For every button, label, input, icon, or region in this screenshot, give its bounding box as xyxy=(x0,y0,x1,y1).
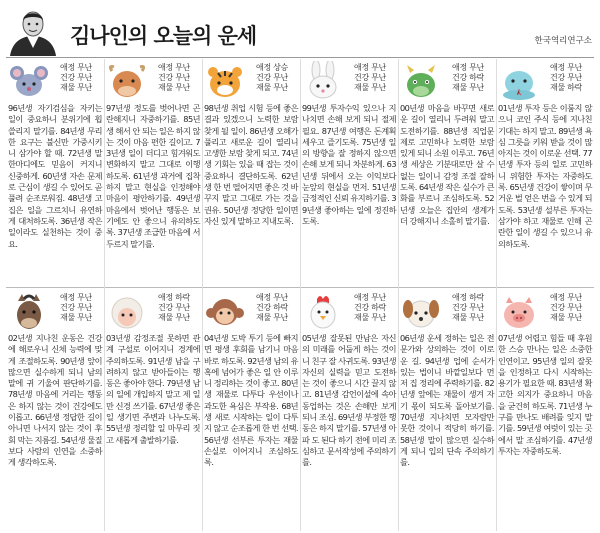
fortune-tags xyxy=(50,293,102,323)
fortune-cell xyxy=(104,289,202,531)
fortune-tag: 건강 무난 xyxy=(354,73,386,82)
fortune-text: 98년생 취업 시험 등에 좋은 결과 있겠으니 노력한 보람 찾게 될 일이. 86년생 오해가 풀리고 새로운 길이 열리니 고생한 보람 찾게 되고. 74년생 기회는 있을 때 잡는 것이 중요하니 결단하도록. 62년생 한 번 떨어지면 좋은 것 바꾸지 말고 그대로 가는 것을 권유. 50년생 정당한 일이면 자신 있게 말하고 지내도록. xyxy=(204,103,298,226)
fortune-text: 01년생 투자 등은 이룸지 않으니 코인 주식 등에 지나친 기대는 하지 말고. 89년생 욕심 그릇을 키워 받을 것이 많아지는 것이 이로운 선택. 77년생 투자 등의 일로 고민하니 위험한 투자는 자중하도록. 65년생 건강이 쌓이며 무거운 벌 얻은 번을 수 있게 되도록. 53년생 설부른 투자는 삼가야 하고 재물로 인해 곤란한 일이 생길 수 있으니 유의하도록. xyxy=(498,103,592,249)
fortune-tag: 애정 무난 xyxy=(354,63,386,72)
fortune-grid xyxy=(6,59,594,531)
fortune-tag: 애정 하락 xyxy=(158,293,190,302)
fortune-tags xyxy=(540,63,592,93)
fortune-tag: 재물 무난 xyxy=(158,83,190,92)
fortune-text: 05년생 잘못된 만남은 자신의 미래를 어둡게 하는 것이니 친구 잘 사귀도록. 93년생 자신의 실력을 믿고 도전하는 것이 좋으니 시간 끌지 않고. 81년생 감언이설에 속아 동업하는 것은 손해만 보게 되니 조심. 69년생 부정한 행동은 하지 말기를. 57년생 아파 도 된다 하기 전에 미리 조심하고 문서작성에 주의하기를. xyxy=(302,333,396,468)
header xyxy=(0,0,600,58)
fortune-tag: 애정 무난 xyxy=(354,293,386,302)
rat-icon xyxy=(8,61,50,101)
rabbit-icon xyxy=(302,61,344,101)
fortune-tag: 애정 무난 xyxy=(452,63,484,72)
page-title: 김나인의 오늘의 운세 xyxy=(70,24,257,48)
fortune-tag: 재물 하락 xyxy=(550,83,582,92)
fortune-tags xyxy=(442,293,494,323)
fortune-text: 07년생 어렵고 힘들 때 후원한 스승 만나는 일은 소중한 인연이고. 95년생 일의 잘못을 인정하고 다시 시작하는 용기가 필요한 때. 83년생 확고한 의지가 중요하니 마음을 굳건히 하도록. 71년생 누구를 만나도 배려를 잊지 말기를. 59년생 여럿이 있는 곳에서 말 조심하기를. 47년생 투자는 자중하도록. xyxy=(498,333,592,456)
fortune-tag: 애정 무난 xyxy=(158,63,190,72)
fortune-tag: 재물 무난 xyxy=(452,83,484,92)
rooster-icon xyxy=(302,291,344,331)
fortune-tag: 재물 무난 xyxy=(256,83,288,92)
fortune-tag: 애정 무난 xyxy=(550,293,582,302)
fortune-text: 96년생 자기검심을 자키는 일이 중요하니 분위기에 휩쓸리지 말기를. 84년생 무리한 요구는 불신만 가중시키니 삼가야 할 때. 72년생 말 한마디에도 믿음이 커지니 신중하게. 60년생 자손 문제로 근심이 생길 수 있어도 곧 풀려 순조로워짐. 48년생 고집은 일을 그르치니 유연하게 대처하도록. 36년생 작은 일이라도 실천하는 것이 중요. xyxy=(8,103,102,249)
fortune-cell xyxy=(300,289,398,531)
sheep-icon xyxy=(106,291,148,331)
fortune-cell xyxy=(300,59,398,285)
fortune-cell xyxy=(496,59,594,285)
fortune-tag: 재물 무난 xyxy=(256,313,288,322)
pig-icon xyxy=(498,291,540,331)
horse-icon xyxy=(8,291,50,331)
fortune-cell xyxy=(398,59,496,285)
fortune-tags xyxy=(148,63,200,93)
fortune-tags xyxy=(50,63,102,93)
author-portrait xyxy=(4,6,62,56)
fortune-tag: 애정 무난 xyxy=(60,293,92,302)
fortune-tag: 재물 무난 xyxy=(60,313,92,322)
fortune-tags xyxy=(246,63,298,93)
fortune-tags xyxy=(540,293,592,323)
fortune-tags xyxy=(148,293,200,323)
fortune-tags xyxy=(442,63,494,93)
fortune-tag: 재물 무난 xyxy=(60,83,92,92)
fortune-text: 02년생 지나친 운동은 건강에 해로우니 신체 능력에 맞게 조절하도록. 90년생 앞이 많으면 실수하게 되니 남의 말에 귀 기울여 판단하기를. 78년생 마음에 거리는 행동은 하지 않는 것이 건강에도 이롭고. 66년생 정답한 길이 아니면 나서지 않는 것이 후회 막는 지름길. 54년생 물질보다 사람의 인연을 소중하게 생각하도록. xyxy=(8,333,102,468)
fortune-cell xyxy=(6,59,104,285)
fortune-tag: 재물 무난 xyxy=(158,313,190,322)
fortune-cell xyxy=(202,289,300,531)
fortune-tag: 애정 상승 xyxy=(256,63,288,72)
tiger-icon xyxy=(204,61,246,101)
fortune-cell xyxy=(104,59,202,285)
fortune-cell xyxy=(202,59,300,285)
header-rule xyxy=(6,57,594,58)
fortune-tag: 건강 하락 xyxy=(354,303,386,312)
fortune-tag: 재물 무난 xyxy=(452,313,484,322)
fortune-cell xyxy=(496,289,594,531)
fortune-tags xyxy=(344,63,396,93)
fortune-cell xyxy=(6,289,104,531)
fortune-tag: 건강 무난 xyxy=(158,73,190,82)
fortune-tag: 애정 무난 xyxy=(550,63,582,72)
fortune-tags xyxy=(246,293,298,323)
ox-icon xyxy=(106,61,148,101)
fortune-tags xyxy=(344,293,396,323)
fortune-tag: 건강 무난 xyxy=(550,73,582,82)
fortune-tag: 재물 무난 xyxy=(354,83,386,92)
fortune-text: 06년생 운세 정하는 일은 전문가와 상의하는 것이 이로운 길. 94년생 업에 순서가 있는 법이니 바깥일보다 먼저 집 정리에 주력하기를. 82년생 앞에는 재물이 생겨 자기 몫이 되도록 돌아보기를. 70년생 지나치면 모자람만 못한 것이니 적당히 하기를. 58년생 말이 많으면 실수하게 되니 입의 단속 주의하기를. xyxy=(400,333,494,468)
fortune-tag: 건강 무난 xyxy=(256,73,288,82)
fortune-tag: 애정 하락 xyxy=(452,293,484,302)
fortune-tag: 재물 무난 xyxy=(550,313,582,322)
fortune-tag: 건강 하락 xyxy=(256,303,288,312)
fortune-text: 99년생 투자수익 있으나 지나치면 손해 보게 되니 절제 필요. 87년생 여행은 돈계획 세우고 즐기도록. 75년생 일의 방향을 잘 정하지 않으면 손해 보게 되니 차분하게. 63년생 뒤에서 오는 이익보다 눈앞의 현실을 먼저. 51년생 금정적인 신뢰 유지하기를. 39년생 좋아하는 일에 정진하도록. xyxy=(302,103,396,226)
snake-icon xyxy=(498,61,540,101)
fortune-tag: 건강 무난 xyxy=(452,303,484,312)
fortune-cell xyxy=(398,289,496,531)
source-label: 한국역리연구소 xyxy=(534,36,592,46)
fortune-text: 00년생 마음을 바꾸면 새로운 길이 열리니 두려워 말고 도전하기를. 88년생 직업문제로 고민하나 노력한 보람 있게 되니 소원 이루고. 76년생 세상은 기분대로만 살 수 없는 일이니 감정 조절 잘하도록. 64년생 작은 실수가 큰 화를 부르니 조심하도록. 52년생 오늘은 집안의 생계가 더 강해지니 소홀히 말기를. xyxy=(400,103,494,226)
fortune-tag: 건강 하락 xyxy=(452,73,484,82)
dragon-icon xyxy=(400,61,442,101)
fortune-tag: 건강 무난 xyxy=(550,303,582,312)
fortune-text: 03년생 감정조절 못하면 관계 구설로 이어지니 경계에 주의하도록. 91년생 남을 구려하지 않고 받아들이는 행동은 좋아야 한다. 79년생 남의 일에 개입하지 말고 제 일만 신경 쓰기를. 67년생 좋은 일 생기면 주변과 나누도록. 55년생 정리할 일 마무리 짓고 새롭게 출발하기를. xyxy=(106,333,200,445)
fortune-tag: 건강 무난 xyxy=(60,303,92,312)
fortune-text: 04년생 도박 투기 등에 빠지면 평생 후회를 남기니 마음 바로 하도록. 92년생 남의 유혹에 넘어가 좋은 일 안 이루니 정리하는 것이 좋고. 80년생 재물로 다투다 우선이나 과도한 욕심은 부작용. 68년생 새로 시작하는 일이 다투지 않고 순조롭게 한 번 선택. 56년생 선부른 투자는 재물 손실로 이어지니 조심하도록. xyxy=(204,333,298,468)
monkey-icon xyxy=(204,291,246,331)
fortune-tag: 건강 무난 xyxy=(60,73,92,82)
fortune-tag: 애정 무난 xyxy=(60,63,92,72)
fortune-tag: 재물 무난 xyxy=(354,313,386,322)
fortune-tag: 건강 무난 xyxy=(158,303,190,312)
dog-icon xyxy=(400,291,442,331)
fortune-text: 97년생 정도를 벗어나면 곤란해지니 자중하기를. 85년생 해서 안 되는 일은 하지 않는 것이 마음 편한 길이고. 73년생 일이 더디고 힘겨워도 변화하지 말고 그대로 이행하도록. 61년생 과거에 집착하지 말고 현실을 인정해야 마음이 평안하기를. 49년생 마음에서 벗어난 행동은 보기에도 안 좋으니 유의하도록. 37년생 조급한 마음에 서두르지 말기를. xyxy=(106,103,200,249)
fortune-tag: 애정 무난 xyxy=(256,293,288,302)
